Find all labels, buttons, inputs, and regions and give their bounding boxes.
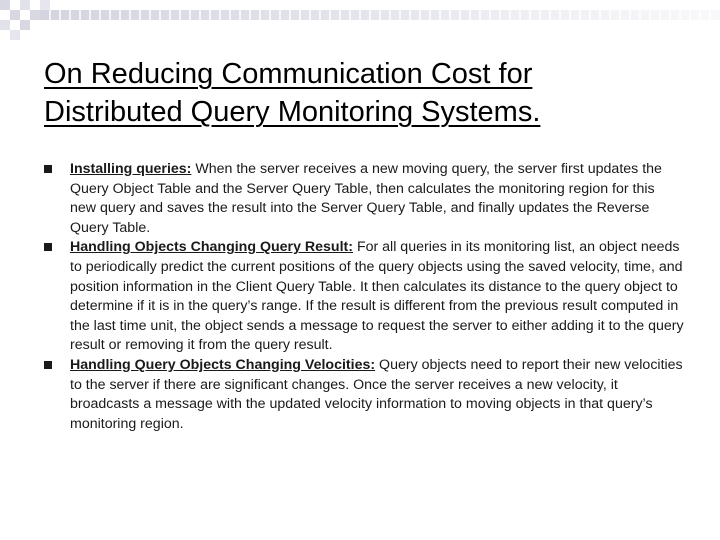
- square-bullet-icon: [44, 361, 52, 369]
- bullet-item-handling-objects: [44, 238, 684, 356]
- bullet-text: Query objects need to report their new velocities to the server if there are significant changes. Once the server receives a new velocity, it broadcasts a message with the updated velocity information to moving objects in that query’s monitoring region.: [70, 356, 683, 432]
- slide-title-line-1: On Reducing Communication Cost for: [44, 58, 533, 90]
- bullet-heading: Handling Objects Changing Query Result:: [70, 239, 353, 256]
- bullet-list: [44, 160, 684, 434]
- bullet-text: For all queries in its monitoring list, an object needs to periodically predict the current positions of the query objects using the saved velocity, time, and position information in the Client Query Table. It then calculates its distance to the query object to determine if it is in the query’s range. If the result is different from the previous result computed in the last time unit, the object sends a message to request the server to either adding it to the query result or removing it from the query result.: [70, 239, 684, 354]
- square-bullet-icon: [44, 243, 52, 251]
- bullet-heading: Installing queries:: [70, 161, 192, 177]
- decorative-grid-pattern: [0, 0, 720, 40]
- slide-title-line-2: Distributed Query Monitoring Systems.: [44, 96, 541, 128]
- square-bullet-icon: [44, 165, 52, 173]
- bullet-item-handling-velocities: [44, 356, 684, 434]
- slide-title: [44, 55, 684, 131]
- bullet-text: When the server receives a new moving query, the server first updates the Query Object Table and the Server Query Table, then calculates the monitoring region for this new query and saves the result into the Server Query Table, and finally updates the Reverse Query Table.: [70, 161, 662, 236]
- bullet-heading: Handling Query Objects Changing Velocities:: [70, 356, 376, 373]
- bullet-item-installing-queries: [44, 160, 684, 238]
